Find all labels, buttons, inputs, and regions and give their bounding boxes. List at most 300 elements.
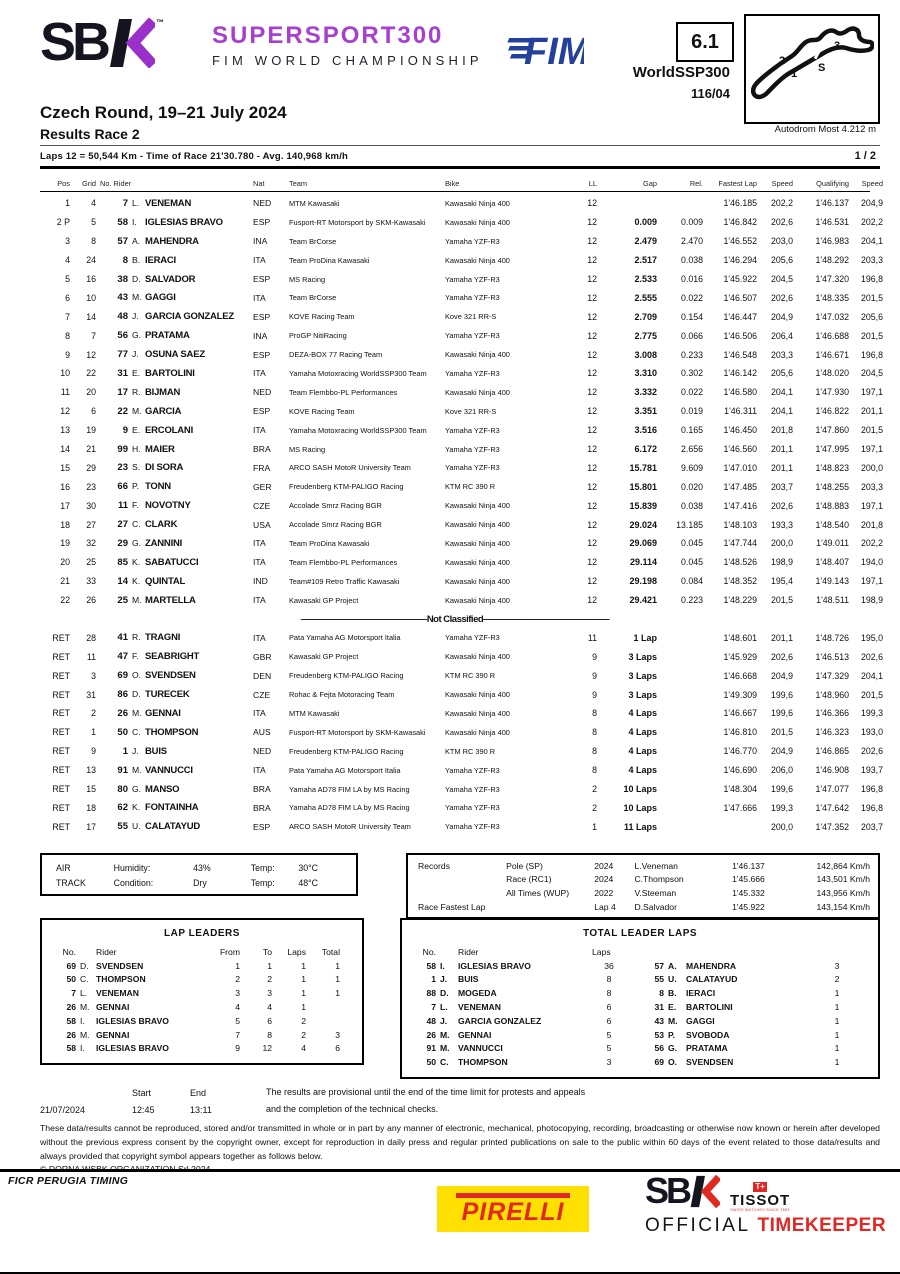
rel-cell: 9.609 bbox=[680, 462, 703, 473]
number-cell: 43 bbox=[117, 292, 128, 304]
col-header-bike: Bike bbox=[445, 179, 460, 188]
nat-cell: ESP bbox=[253, 217, 271, 228]
nat-cell: GBR bbox=[253, 651, 272, 662]
weather-row: TRACK Condition: Dry Temp: 48°C bbox=[56, 877, 319, 888]
nat-cell: NED bbox=[253, 387, 272, 398]
fastest-lap-cell: 1'46.690 bbox=[723, 765, 757, 776]
team-cell: MTM Kawasaki bbox=[289, 708, 340, 718]
nat-cell: BRA bbox=[253, 784, 271, 795]
pos-cell: 8 bbox=[65, 330, 70, 341]
speed2-cell: 199,3 bbox=[860, 708, 883, 719]
fastest-lap-cell: 1'48.229 bbox=[723, 595, 757, 606]
result-row bbox=[40, 213, 883, 232]
number-cell: 85 bbox=[117, 556, 128, 568]
gap-cell: 0.009 bbox=[634, 217, 657, 228]
team-cell: ProGP NitiRacing bbox=[289, 331, 347, 341]
official-label: OFFICIAL bbox=[645, 1215, 751, 1236]
rider-cell: E. ERCOLANI bbox=[132, 424, 194, 436]
turn3-label: 3 bbox=[834, 40, 841, 52]
speed2-cell: 197,1 bbox=[860, 387, 883, 398]
end-label: End bbox=[190, 1087, 207, 1098]
pos-cell: 15 bbox=[60, 462, 70, 473]
fastest-lap-cell: 1'48.352 bbox=[723, 576, 757, 587]
pos-cell: 11 bbox=[60, 387, 70, 398]
team-cell: ARCO SASH MotoR University Team bbox=[289, 463, 411, 473]
bike-cell: Kawasaki Ninja 400 bbox=[445, 217, 510, 227]
nat-cell: USA bbox=[253, 519, 271, 530]
qualifying-cell: 1'48.960 bbox=[815, 689, 849, 700]
speed1-cell: 193,3 bbox=[770, 519, 793, 530]
bike-cell: Yamaha YZF-R3 bbox=[445, 444, 500, 454]
grid-cell: 23 bbox=[86, 481, 96, 492]
pos-cell: RET bbox=[52, 802, 70, 813]
rel-cell: 0.066 bbox=[680, 330, 703, 341]
qualifying-cell: 1'47.077 bbox=[815, 784, 849, 795]
fastest-lap-cell: 1'46.580 bbox=[723, 387, 757, 398]
nat-cell: ITA bbox=[253, 632, 266, 643]
records-box bbox=[406, 853, 880, 919]
bike-cell: Kawasaki Ninja 400 bbox=[445, 708, 510, 718]
speed1-cell: 202,6 bbox=[770, 500, 793, 511]
total-leader-row: 88 D. MOGEDA 8 8 B. IERACI 1 bbox=[426, 988, 840, 999]
bike-cell: Kawasaki Ninja 400 bbox=[445, 652, 510, 662]
gap-cell: 4 Laps bbox=[628, 727, 657, 738]
lap-leader-row: 26 M. GENNAI 4 4 1 bbox=[66, 1002, 306, 1013]
number-cell: 55 bbox=[117, 821, 128, 833]
timing-provider: FICR PERUGIA TIMING bbox=[8, 1175, 129, 1187]
bike-cell: Kawasaki Ninja 400 bbox=[445, 727, 510, 737]
gap-cell: 29.024 bbox=[629, 519, 657, 530]
speed2-cell: 202,2 bbox=[860, 538, 883, 549]
grid-cell: 7 bbox=[91, 330, 96, 341]
total-leader-laps-title: TOTAL LEADER LAPS bbox=[582, 928, 698, 939]
fastest-lap-cell: 1'49.309 bbox=[723, 689, 757, 700]
fastest-lap-cell: 1'46.142 bbox=[723, 368, 757, 379]
rider-cell: G. PRATAMA bbox=[132, 330, 190, 342]
total-leader-row: 58 I. IGLESIAS BRAVO 36 57 A. MAHENDRA 3 bbox=[426, 960, 840, 971]
nat-cell: NED bbox=[253, 746, 272, 757]
gap-cell: 15.801 bbox=[629, 481, 657, 492]
rider-cell: M. MARTELLA bbox=[132, 594, 196, 606]
bike-cell: Yamaha YZF-R3 bbox=[445, 784, 500, 794]
rider-cell: E. BARTOLINI bbox=[132, 367, 195, 379]
number-cell: 29 bbox=[117, 537, 128, 549]
classified-rows bbox=[40, 194, 883, 610]
rel-cell: 0.165 bbox=[680, 425, 703, 436]
ll-cell: 12 bbox=[587, 292, 597, 303]
col-header-qualifying: Qualifying bbox=[816, 179, 849, 188]
ll-cell: 12 bbox=[587, 557, 597, 568]
sbk-letters-bottom: SB bbox=[645, 1170, 690, 1211]
number-cell: 57 bbox=[117, 235, 128, 247]
rider-cell: U. CALATAYUD bbox=[132, 821, 201, 833]
grid-cell: 25 bbox=[86, 557, 96, 568]
speed2-cell: 204,1 bbox=[860, 670, 883, 681]
rider-cell: B. IERACI bbox=[132, 254, 176, 266]
gap-cell: 3 Laps bbox=[628, 651, 657, 662]
ll-cell: 12 bbox=[587, 406, 597, 417]
bike-cell: Kove 321 RR-S bbox=[445, 312, 497, 322]
rel-cell: 0.223 bbox=[680, 595, 703, 606]
fastest-lap-cell: 1'46.507 bbox=[723, 292, 757, 303]
grid-cell: 15 bbox=[86, 784, 96, 795]
leader-boxes-row bbox=[40, 918, 880, 1079]
race-number-box: 6.1 bbox=[676, 22, 734, 62]
number-cell: 48 bbox=[117, 311, 128, 323]
rel-cell: 2.656 bbox=[680, 444, 703, 455]
gap-cell: 15.781 bbox=[629, 462, 657, 473]
bike-cell: Kawasaki Ninja 400 bbox=[445, 387, 510, 397]
gap-cell: 2.709 bbox=[634, 311, 657, 322]
record-row: All Times (WUP) 2022 V.Steeman 1'45.332 143,956 Km/h bbox=[506, 887, 870, 898]
nat-cell: INA bbox=[253, 236, 268, 247]
gap-cell: 2.517 bbox=[634, 255, 657, 266]
race-info: Laps 12 = 50,544 Km - Time of Race 21'30.780 - Avg. 140,968 km/h bbox=[40, 150, 349, 162]
gap-cell: 2.533 bbox=[634, 274, 657, 284]
number-cell: 9 bbox=[122, 424, 128, 436]
pos-cell: RET bbox=[52, 632, 70, 643]
grid-cell: 32 bbox=[86, 538, 96, 549]
nat-cell: ITA bbox=[253, 292, 266, 303]
speed1-cell: 204,1 bbox=[770, 387, 793, 398]
col-header-rider: No. Rider bbox=[100, 179, 132, 188]
gap-cell: 11 Laps bbox=[623, 821, 657, 832]
pos-cell: 22 bbox=[60, 595, 70, 606]
grid-cell: 22 bbox=[86, 368, 96, 379]
rel-cell: 0.038 bbox=[680, 255, 703, 266]
result-row bbox=[40, 251, 883, 270]
qualifying-cell: 1'49.011 bbox=[816, 538, 849, 549]
grid-cell: 10 bbox=[86, 292, 96, 303]
speed2-cell: 201,5 bbox=[860, 292, 883, 303]
result-row bbox=[40, 458, 883, 477]
ll-cell: 12 bbox=[587, 236, 597, 247]
speed1-cell: 203,7 bbox=[770, 481, 793, 492]
grid-cell: 8 bbox=[91, 236, 96, 247]
speed1-cell: 205,6 bbox=[770, 255, 793, 266]
speed2-cell: 193,0 bbox=[860, 727, 883, 738]
col-header-rel: Rel. bbox=[689, 179, 703, 188]
result-row-ret bbox=[40, 685, 883, 704]
number-cell: 69 bbox=[117, 670, 128, 682]
trademark: ™ bbox=[156, 18, 165, 27]
nat-cell: IND bbox=[253, 576, 268, 587]
fastest-lap-cell: 1'48.601 bbox=[723, 632, 757, 643]
rider-cell: O. SVENDSEN bbox=[132, 670, 196, 682]
bike-cell: Kawasaki Ninja 400 bbox=[445, 595, 510, 605]
speed1-cell: 202,6 bbox=[770, 292, 793, 303]
bike-cell: Kawasaki Ninja 400 bbox=[445, 350, 510, 360]
bike-cell: Yamaha YZF-R3 bbox=[445, 236, 500, 246]
ll-cell: 8 bbox=[592, 765, 597, 776]
speed1-cell: 200,0 bbox=[770, 538, 793, 549]
rel-cell: 0.016 bbox=[680, 274, 703, 284]
pos-cell: RET bbox=[52, 708, 70, 719]
speed2-cell: 196,8 bbox=[860, 349, 883, 360]
rider-cell: R. TRAGNI bbox=[132, 632, 181, 644]
rider-cell: I. IGLESIAS BRAVO bbox=[132, 216, 223, 228]
speed2-cell: 203,3 bbox=[860, 255, 883, 266]
gap-cell: 2.555 bbox=[634, 292, 657, 303]
speed1-cell: 203,3 bbox=[770, 349, 793, 360]
fastest-lap-cell: 1'47.666 bbox=[723, 802, 757, 813]
grid-cell: 26 bbox=[86, 595, 96, 606]
grid-cell: 12 bbox=[86, 349, 96, 360]
team-cell: Accolade Smrz Racing BGR bbox=[289, 520, 382, 530]
team-cell: Rohac & Fejta Motoracing Team bbox=[289, 690, 395, 700]
fastest-lap-cell: 1'46.552 bbox=[723, 236, 757, 247]
qualifying-cell: 1'46.983 bbox=[815, 236, 849, 247]
rider-cell: D. SALVADOR bbox=[132, 273, 196, 285]
bike-cell: Kawasaki Ninja 400 bbox=[445, 690, 510, 700]
rider-cell: C. THOMPSON bbox=[132, 726, 199, 738]
result-row-ret bbox=[40, 704, 883, 723]
lap-leader-row: 58 I. IGLESIAS BRAVO 5 6 2 bbox=[66, 1015, 306, 1026]
fastest-lap-cell: 1'48.103 bbox=[723, 519, 757, 530]
team-cell: Team BrCorse bbox=[289, 293, 337, 303]
result-row-ret bbox=[40, 817, 883, 836]
pos-cell: RET bbox=[52, 727, 70, 738]
result-row bbox=[40, 534, 883, 553]
team-cell: Accolade Smrz Racing BGR bbox=[289, 501, 382, 511]
number-cell: 62 bbox=[117, 802, 128, 814]
team-cell: Yamaha Motoxracing WorldSSP300 Team bbox=[289, 368, 427, 378]
grid-cell: 14 bbox=[86, 311, 96, 322]
rider-cell: A. MAHENDRA bbox=[132, 235, 199, 247]
grid-cell: 20 bbox=[86, 387, 96, 398]
qualifying-cell: 1'46.531 bbox=[815, 217, 849, 228]
page-number: 1 / 2 bbox=[854, 150, 876, 162]
result-row-ret bbox=[40, 780, 883, 799]
pos-cell: 5 bbox=[65, 274, 70, 284]
track-outline bbox=[753, 29, 872, 97]
pos-cell: 20 bbox=[60, 557, 70, 568]
team-cell: ARCO SASH MotoR University Team bbox=[289, 822, 411, 832]
ll-cell: 12 bbox=[587, 595, 597, 606]
pos-cell: 16 bbox=[60, 481, 70, 492]
total-leader-row: 48 J. GARCIA GONZALEZ 6 43 M. GAGGI 1 bbox=[426, 1015, 840, 1026]
number-cell: 11 bbox=[117, 500, 128, 512]
qualifying-cell: 1'46.822 bbox=[815, 406, 849, 417]
nat-cell: NED bbox=[253, 198, 272, 209]
pos-cell: 21 bbox=[60, 576, 70, 587]
bike-cell: KTM RC 390 R bbox=[445, 482, 496, 492]
end-time: 13:11 bbox=[190, 1104, 212, 1115]
rider-cell: J. GARCIA GONZALEZ bbox=[132, 311, 235, 323]
qualifying-cell: 1'48.540 bbox=[815, 519, 849, 530]
fastest-lap-cell: 1'48.304 bbox=[723, 784, 757, 795]
session-times bbox=[40, 1084, 248, 1118]
qualifying-cell: 1'48.335 bbox=[815, 292, 849, 303]
grid-cell: 17 bbox=[86, 821, 96, 832]
grid-cell: 6 bbox=[91, 406, 96, 417]
lap-leader-row: 50 C. THOMPSON 2 2 1 1 bbox=[66, 974, 340, 985]
ll-cell: 8 bbox=[592, 727, 597, 738]
ll-cell: 9 bbox=[592, 689, 597, 700]
speed1-cell: 204,5 bbox=[770, 274, 793, 284]
speed1-cell: 199,6 bbox=[770, 784, 793, 795]
speed1-cell: 204,9 bbox=[770, 311, 793, 322]
number-cell: 41 bbox=[117, 632, 128, 644]
qualifying-cell: 1'46.323 bbox=[815, 727, 849, 738]
speed1-cell: 205,6 bbox=[770, 368, 793, 379]
pos-cell: 18 bbox=[60, 519, 70, 530]
col-header-speed1: Speed bbox=[771, 179, 793, 188]
rel-cell: 0.302 bbox=[680, 368, 703, 379]
rider-cell: K. FONTAINHA bbox=[132, 802, 199, 814]
qualifying-cell: 1'48.407 bbox=[815, 557, 849, 568]
pos-cell: 12 bbox=[60, 406, 70, 417]
bike-cell: KTM RC 390 R bbox=[445, 746, 496, 756]
gap-cell: 3.351 bbox=[634, 406, 657, 417]
fastest-lap-cell: 1'46.770 bbox=[723, 746, 757, 757]
number-cell: 56 bbox=[117, 330, 128, 342]
weather-row: AIR Humidity: 43% Temp: 30°C bbox=[56, 862, 319, 873]
number-cell: 1 bbox=[122, 745, 128, 757]
bike-cell: Kawasaki Ninja 400 bbox=[445, 198, 510, 208]
footer bbox=[40, 1084, 880, 1174]
grid-cell: 21 bbox=[86, 444, 96, 455]
speed1-cell: 202,6 bbox=[770, 651, 793, 662]
fastest-lap-cell: 1'45.929 bbox=[723, 651, 757, 662]
rider-cell: K. QUINTAL bbox=[132, 575, 186, 587]
ll-cell: 12 bbox=[587, 500, 597, 511]
qualifying-cell: 1'48.292 bbox=[815, 255, 849, 266]
ll-cell: 1 bbox=[592, 821, 597, 832]
rel-cell: 0.009 bbox=[680, 217, 703, 228]
ll-cell: 11 bbox=[587, 632, 597, 643]
gap-cell: 3 Laps bbox=[628, 689, 657, 700]
sbk-timekeeper-logo bbox=[645, 1170, 887, 1237]
total-leader-row: 50 C. THOMPSON 3 69 O. SVENDSEN 1 bbox=[426, 1057, 840, 1068]
speed2-cell: 200,0 bbox=[860, 462, 883, 473]
number-cell: 7 bbox=[122, 197, 128, 209]
fastest-lap-cell: 1'47.744 bbox=[723, 538, 757, 549]
qualifying-cell: 1'46.865 bbox=[815, 746, 849, 757]
lap-leader-row: 26 M. GENNAI 7 8 2 3 bbox=[66, 1029, 340, 1040]
team-cell: Team ProDina Kawasaki bbox=[289, 255, 370, 265]
fastest-lap-cell: 1'48.526 bbox=[723, 557, 757, 568]
team-cell: Yamaha Motoxracing WorldSSP300 Team bbox=[289, 425, 427, 435]
record-row: Records Pole (SP) 2024 L.Veneman 1'46.137 142,864 Km/h bbox=[418, 860, 870, 871]
bike-cell: Yamaha YZF-R3 bbox=[445, 274, 500, 284]
rider-cell: J. BUIS bbox=[132, 745, 167, 757]
rider-cell: M. GENNAI bbox=[132, 707, 181, 719]
speed2-cell: 204,1 bbox=[860, 236, 883, 247]
total-leader-row: 7 L. VENEMAN 6 31 E. BARTOLINI 1 bbox=[431, 1002, 840, 1013]
team-cell: Kawasaki GP Project bbox=[289, 652, 359, 662]
doc-title: Results Race 2 bbox=[40, 126, 140, 142]
ll-cell: 12 bbox=[587, 387, 597, 398]
result-row bbox=[40, 421, 883, 440]
gap-cell: 2.479 bbox=[634, 236, 657, 247]
ll-cell: 12 bbox=[587, 538, 597, 549]
pos-cell: 13 bbox=[60, 425, 70, 436]
ll-cell: 12 bbox=[587, 519, 597, 530]
nat-cell: ESP bbox=[253, 274, 271, 284]
team-cell: Freudenberg KTM-PALIGO Racing bbox=[289, 671, 404, 681]
start-time: 12:45 bbox=[132, 1104, 155, 1115]
doc-code: 116/04 bbox=[690, 86, 730, 101]
record-row: Race Fastest Lap Lap 4 D.Salvador 1'45.922 143,154 Km/h bbox=[418, 901, 870, 912]
copyright: © DORNA WSBK ORGANIZATION Srl 2024 bbox=[40, 1164, 211, 1175]
number-cell: 66 bbox=[117, 481, 128, 493]
team-cell: Team BrCorse bbox=[289, 236, 337, 246]
bike-cell: Yamaha YZF-R3 bbox=[445, 803, 500, 813]
number-cell: 50 bbox=[117, 726, 128, 738]
speed1-cell: 204,9 bbox=[770, 670, 793, 681]
pos-cell: RET bbox=[52, 821, 70, 832]
rider-cell: M. VANNUCCI bbox=[132, 764, 193, 776]
gap-cell: 3.332 bbox=[634, 387, 657, 398]
nat-cell: GER bbox=[253, 481, 272, 492]
qualifying-cell: 1'48.823 bbox=[815, 462, 849, 473]
pos-cell: 1 bbox=[65, 198, 70, 209]
team-cell: Yamaha AD78 FIM LA by MS Racing bbox=[289, 803, 410, 813]
qualifying-cell: 1'46.908 bbox=[815, 765, 849, 776]
fastest-lap-cell: 1'46.447 bbox=[723, 311, 757, 322]
result-row-ret bbox=[40, 647, 883, 666]
speed2-cell: 201,5 bbox=[860, 330, 883, 341]
team-cell: Fusport-RT Motorsport by SKM-Kawasaki bbox=[289, 727, 426, 737]
number-cell: 99 bbox=[117, 443, 128, 455]
team-cell: Yamaha AD78 FIM LA by MS Racing bbox=[289, 784, 410, 794]
result-row-ret bbox=[40, 761, 883, 780]
speed1-cell: 199,6 bbox=[770, 689, 793, 700]
speed1-cell: 204,9 bbox=[770, 746, 793, 757]
rider-cell: G. MANSO bbox=[132, 783, 180, 795]
rel-cell: 0.233 bbox=[680, 349, 703, 360]
gap-cell: 3.310 bbox=[634, 368, 657, 379]
qualifying-cell: 1'47.995 bbox=[815, 444, 849, 455]
total-leader-row: 26 M. GENNAI 5 53 P. SVOBODA 1 bbox=[426, 1029, 840, 1040]
col-header-ll: LL bbox=[588, 179, 597, 188]
grid-cell: 16 bbox=[86, 274, 96, 284]
rider-cell: P. TONN bbox=[132, 481, 171, 493]
bike-cell: Kove 321 RR-S bbox=[445, 406, 497, 416]
result-row-ret bbox=[40, 628, 883, 647]
sbk-k-icon bbox=[109, 18, 155, 73]
speed1-cell: 199,6 bbox=[770, 708, 793, 719]
track-map bbox=[744, 14, 880, 124]
grid-cell: 11 bbox=[86, 651, 96, 662]
col-header-team: Team bbox=[289, 179, 308, 188]
pos-cell: 2 P bbox=[56, 217, 70, 228]
nat-cell: FRA bbox=[253, 462, 271, 473]
qualifying-cell: 1'46.688 bbox=[815, 330, 849, 341]
result-row bbox=[40, 440, 883, 459]
team-cell: Freudenberg KTM-PALIGO Racing bbox=[289, 746, 404, 756]
sbk-letters: SB bbox=[40, 12, 108, 72]
ll-cell: 12 bbox=[587, 462, 597, 473]
fastest-lap-cell: 1'46.560 bbox=[723, 444, 757, 455]
team-cell: Team Flembbo-PL Performances bbox=[289, 557, 398, 567]
ll-cell: 12 bbox=[587, 425, 597, 436]
session-date: 21/07/2024 bbox=[40, 1104, 86, 1115]
bike-cell: Yamaha YZF-R3 bbox=[445, 633, 500, 643]
nat-cell: ITA bbox=[253, 368, 266, 379]
tissot-logo: T+ TISSOT SWISS WATCHES SINCE 1853 bbox=[730, 1182, 791, 1212]
bike-cell: Kawasaki Ninja 400 bbox=[445, 520, 510, 530]
col-header-speed2: Speed bbox=[861, 179, 883, 188]
ll-cell: 12 bbox=[587, 444, 597, 455]
team-cell: Pata Yamaha AG Motorsport Italia bbox=[289, 633, 401, 643]
col-header-nat: Nat bbox=[253, 179, 265, 188]
pos-cell: 17 bbox=[60, 500, 70, 511]
qualifying-cell: 1'46.137 bbox=[815, 198, 849, 209]
rel-cell: 0.045 bbox=[680, 557, 703, 568]
gap-cell: 29.114 bbox=[629, 557, 657, 568]
